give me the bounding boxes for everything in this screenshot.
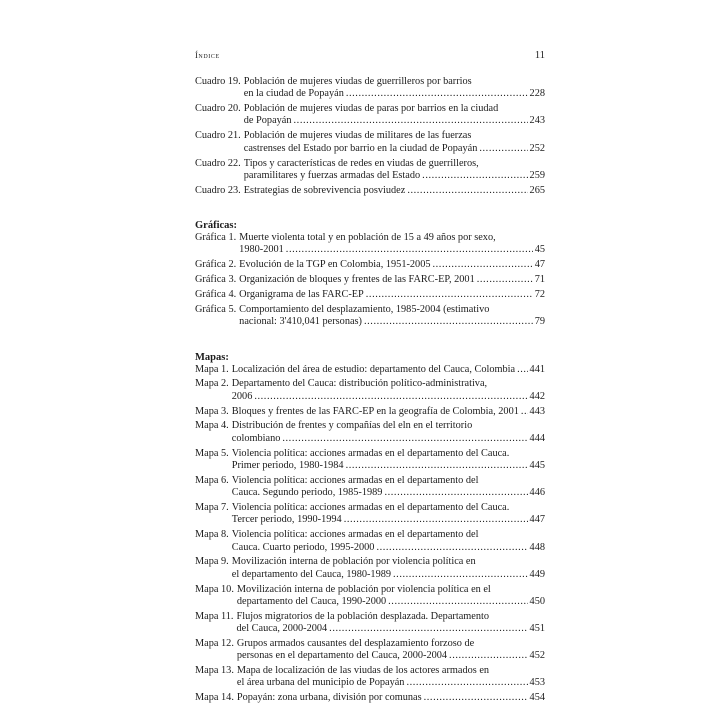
entry-title-line: Flujos migratorios de la población desplazada. Departamento <box>236 610 490 622</box>
entry-title-line: 2006 <box>231 390 253 402</box>
toc-entry[interactable] <box>195 103 545 128</box>
entry-body <box>239 232 545 257</box>
entry-last-line <box>232 391 545 403</box>
table-of-contents <box>195 76 545 707</box>
entry-body <box>244 76 545 101</box>
entry-label: Mapa 4. <box>195 420 229 432</box>
dot-leader <box>449 650 528 662</box>
entry-last-line <box>244 115 545 127</box>
dot-leader <box>384 487 527 499</box>
entry-page-number: 71 <box>534 274 545 286</box>
dot-leader <box>366 289 533 301</box>
entry-page-number: 453 <box>529 677 545 689</box>
entry-last-line <box>232 542 545 554</box>
entry-last-line <box>232 487 545 499</box>
entry-last-line <box>244 143 545 155</box>
entry-last-line <box>232 569 545 581</box>
entry-title-line: colombiano <box>231 432 281 444</box>
entry-last-line <box>232 406 545 418</box>
entry-label: Mapa 6. <box>195 474 229 486</box>
page-number: 11 <box>534 50 545 61</box>
entry-title-line: Violencia política: acciones armadas en el departamento del <box>231 474 479 486</box>
toc-entry[interactable] <box>195 420 545 445</box>
running-head <box>195 50 545 61</box>
entry-title-line: Población de mujeres viudas de militares de las fuerzas <box>243 130 472 142</box>
entry-title-line: Distribución de frentes y compañías del eln en el territorio <box>231 420 473 432</box>
toc-entry[interactable] <box>195 304 545 329</box>
entry-body <box>237 611 545 636</box>
entry-page-number: 441 <box>529 363 545 375</box>
entry-last-line <box>232 460 545 472</box>
entry-body <box>239 259 545 271</box>
entry-title-line: Cauca. Segundo periodo, 1985-1989 <box>231 487 383 499</box>
entry-label: Gráfica 5. <box>195 303 237 315</box>
entry-label: Mapa 10. <box>195 583 234 595</box>
entry-title-line: Violencia política: acciones armadas en el departamento del <box>231 529 479 541</box>
entry-page-number: 442 <box>529 390 545 402</box>
entry-body <box>237 638 545 663</box>
entry-page-number: 47 <box>534 259 545 271</box>
entry-page-number: 454 <box>529 692 545 704</box>
entry-title-line: Violencia política: acciones armadas en el departamento del Cauca. <box>231 447 510 459</box>
entry-body <box>239 289 545 301</box>
dot-leader <box>477 274 533 286</box>
entry-title-line: Movilización interna de población por violencia política en el <box>236 583 491 595</box>
dot-leader <box>282 433 527 445</box>
entry-last-line <box>239 274 545 286</box>
entry-body <box>232 556 545 581</box>
entry-label: Gráfica 2. <box>195 259 237 271</box>
entry-title-line: Tercer periodo, 1990-1994 <box>231 514 342 526</box>
entry-label: Cuadro 20. <box>195 103 241 115</box>
entry-page-number: 446 <box>529 487 545 499</box>
entry-last-line <box>237 677 545 689</box>
toc-entry[interactable] <box>195 529 545 554</box>
dot-leader <box>254 391 527 403</box>
entry-title-line: el área urbana del municipio de Popayán <box>236 677 405 689</box>
entry-body <box>237 584 545 609</box>
entry-page-number: 443 <box>529 405 545 417</box>
toc-entry[interactable] <box>195 556 545 581</box>
entry-body <box>239 304 545 329</box>
entry-title-line: Estrategias de sobrevivencia posviudez <box>243 184 406 196</box>
entry-title-line: Bloques y frentes de las FARC-EP en la geografía de Colombia, 2001 <box>231 405 519 417</box>
entry-body <box>244 130 545 155</box>
entry-body <box>244 185 545 197</box>
entry-title-line: nacional: 3'410,041 personas) <box>239 316 362 328</box>
entry-page-number: 448 <box>529 541 545 553</box>
entry-label: Mapa 1. <box>195 363 229 375</box>
entry-page-number: 452 <box>529 650 545 662</box>
entry-last-line <box>232 514 545 526</box>
entry-title-line: paramilitares y fuerzas armadas del Estado <box>243 169 421 181</box>
entry-label: Mapa 3. <box>195 405 229 417</box>
toc-section <box>195 351 545 705</box>
entry-label: Mapa 7. <box>195 502 229 514</box>
entry-last-line <box>244 170 545 182</box>
entry-label: Gráfica 1. <box>195 232 237 244</box>
entry-title-line: Organigrama de las FARC-EP <box>239 289 364 301</box>
entry-page-number: 451 <box>529 623 545 635</box>
entry-body <box>237 665 545 690</box>
dot-leader <box>286 244 533 256</box>
entry-last-line <box>237 650 545 662</box>
entry-title-line: en la ciudad de Popayán <box>243 88 344 100</box>
entry-title-line: Movilización interna de población por violencia política en <box>231 556 476 568</box>
entry-body <box>232 448 545 473</box>
entry-page-number: 45 <box>534 244 545 256</box>
entry-title-line: Población de mujeres viudas de paras por barrios en la ciudad <box>243 103 499 115</box>
entry-body <box>244 158 545 183</box>
entry-body <box>232 378 545 403</box>
dot-leader <box>433 259 533 271</box>
entry-title-line: Evolución de la TGP en Colombia, 1951-2005 <box>239 259 431 271</box>
entry-label: Gráfica 3. <box>195 274 237 286</box>
dot-leader <box>294 115 528 127</box>
toc-entry[interactable] <box>195 289 545 301</box>
entry-last-line <box>237 623 545 635</box>
entry-page-number: 445 <box>529 459 545 471</box>
dot-leader <box>346 460 528 472</box>
entry-title-line: del Cauca, 2000-2004 <box>236 623 328 635</box>
dot-leader <box>346 88 528 100</box>
entry-title-line: de Popayán <box>243 115 292 127</box>
toc-entry[interactable] <box>195 665 545 690</box>
toc-entry[interactable] <box>195 185 545 197</box>
running-head-title: Índice <box>195 50 220 60</box>
entry-label: Mapa 11. <box>195 610 234 622</box>
entry-page-number: 259 <box>529 169 545 181</box>
entry-label: Mapa 2. <box>195 378 229 390</box>
toc-entry[interactable] <box>195 448 545 473</box>
entry-title-line: Muerte violenta total y en población de 15 a 49 años por sexo, <box>239 232 496 244</box>
entry-title-line: Mapa de localización de las viudas de los actores armados en <box>236 665 490 677</box>
dot-leader <box>406 677 527 689</box>
entry-last-line <box>237 596 545 608</box>
toc-entry[interactable] <box>195 475 545 500</box>
entry-last-line <box>237 692 545 704</box>
entry-label: Mapa 9. <box>195 556 229 568</box>
toc-entry[interactable] <box>195 611 545 636</box>
entry-page-number: 72 <box>534 289 545 301</box>
toc-entry[interactable] <box>195 378 545 403</box>
entry-label: Mapa 8. <box>195 529 229 541</box>
entry-last-line <box>232 433 545 445</box>
entry-page-number: 447 <box>529 514 545 526</box>
section-heading: Gráficas: <box>195 220 237 232</box>
entry-title-line: 1980-2001 <box>239 244 284 256</box>
entry-title-line: Grupos armados causantes del desplazamiento forzoso de <box>236 637 475 649</box>
entry-page-number: 243 <box>529 115 545 127</box>
toc-entry[interactable] <box>195 692 545 704</box>
entry-page-number: 265 <box>529 184 545 196</box>
entry-label: Cuadro 19. <box>195 76 241 87</box>
toc-entry[interactable] <box>195 158 545 183</box>
entry-last-line <box>239 289 545 301</box>
toc-entry[interactable] <box>195 638 545 663</box>
entry-last-line <box>244 185 545 197</box>
dot-leader <box>407 185 527 197</box>
entry-title-line: castrenses del Estado por barrio en la ciudad de Popayán <box>243 142 478 154</box>
entry-title-line: Popayán: zona urbana, división por comunas <box>236 692 422 704</box>
dot-leader <box>479 143 527 155</box>
entry-last-line <box>239 316 545 328</box>
entry-body <box>237 692 545 704</box>
dot-leader <box>422 170 527 182</box>
entry-page-number: 449 <box>529 568 545 580</box>
entry-page-number: 228 <box>529 88 545 100</box>
toc-section <box>195 219 545 328</box>
entry-title-line: Localización del área de estudio: departamento del Cauca, Colombia <box>231 363 516 375</box>
entry-label: Gráfica 4. <box>195 289 237 301</box>
toc-entry[interactable] <box>195 502 545 527</box>
entry-body <box>232 502 545 527</box>
entry-label: Mapa 5. <box>195 447 229 459</box>
entry-body <box>244 103 545 128</box>
dot-leader <box>364 316 533 328</box>
entry-label: Cuadro 22. <box>195 157 241 169</box>
dot-leader <box>376 542 527 554</box>
toc-entry[interactable] <box>195 364 545 376</box>
entry-label: Mapa 12. <box>195 637 234 649</box>
entry-last-line <box>244 88 545 100</box>
entry-last-line <box>239 244 545 256</box>
entry-title-line: el departamento del Cauca, 1980-1989 <box>231 568 392 580</box>
entry-title-line: Cauca. Cuarto periodo, 1995-2000 <box>231 541 375 553</box>
entry-last-line <box>232 364 545 376</box>
dot-leader <box>393 569 528 581</box>
entry-page-number: 444 <box>529 432 545 444</box>
toc-entry[interactable] <box>195 76 545 101</box>
entry-body <box>232 475 545 500</box>
dot-leader <box>521 406 528 418</box>
entry-body <box>232 420 545 445</box>
entry-label: Cuadro 23. <box>195 184 241 196</box>
toc-entry[interactable] <box>195 406 545 418</box>
entry-body <box>239 274 545 286</box>
toc-entry[interactable] <box>195 274 545 286</box>
entry-page-number: 450 <box>529 595 545 607</box>
entry-title-line: Primer periodo, 1980-1984 <box>231 459 344 471</box>
entry-title-line: Organización de bloques y frentes de las FARC-EP, 2001 <box>239 274 475 286</box>
entry-title-line: Comportamiento del desplazamiento, 1985-2004 (estimativo <box>239 303 490 315</box>
entry-title-line: Violencia política: acciones armadas en el departamento del Cauca. <box>231 502 510 514</box>
entry-title-line: Departamento del Cauca: distribución político-administrativa, <box>231 378 488 390</box>
toc-entry[interactable] <box>195 130 545 155</box>
dot-leader <box>388 596 527 608</box>
dot-leader <box>517 364 527 376</box>
toc-entry[interactable] <box>195 584 545 609</box>
dot-leader <box>329 623 527 635</box>
dot-leader <box>344 514 528 526</box>
entry-label: Mapa 14. <box>195 692 234 704</box>
section-heading: Mapas: <box>195 351 229 363</box>
entry-title-line: Tipos y características de redes en viudas de guerrilleros, <box>243 157 479 169</box>
entry-body <box>232 529 545 554</box>
entry-title-line: Población de mujeres viudas de guerrilleros por barrios <box>243 76 472 87</box>
entry-title-line: personas en el departamento del Cauca, 2000-2004 <box>236 650 448 662</box>
dot-leader <box>424 692 528 704</box>
toc-entry[interactable] <box>195 232 545 257</box>
entry-last-line <box>239 259 545 271</box>
entry-body <box>232 406 545 418</box>
toc-entry[interactable] <box>195 259 545 271</box>
entry-title-line: departamento del Cauca, 1990-2000 <box>236 595 387 607</box>
entry-body <box>232 364 545 376</box>
entry-page-number: 252 <box>529 142 545 154</box>
entry-label: Cuadro 21. <box>195 130 241 142</box>
entry-label: Mapa 13. <box>195 665 234 677</box>
toc-section <box>195 76 545 197</box>
entry-page-number: 79 <box>534 316 545 328</box>
